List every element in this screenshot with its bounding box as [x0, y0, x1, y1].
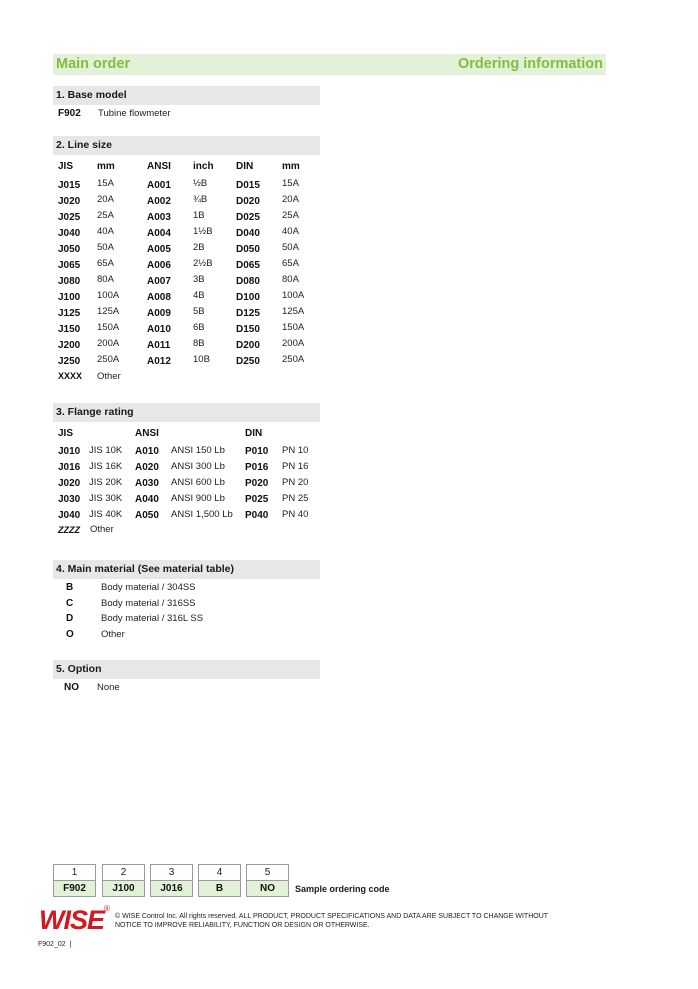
line-size-code: D250	[236, 356, 260, 367]
line-size-code: D050	[236, 244, 260, 255]
line-size-code: J250	[58, 356, 81, 367]
line-size-other-code: XXXX	[58, 371, 83, 381]
line-size-value: ½B	[193, 178, 208, 189]
line-size-code: D080	[236, 276, 260, 287]
line-size-code: D150	[236, 324, 260, 335]
flange-code: J030	[58, 494, 81, 505]
line-size-value: 25A	[282, 210, 299, 221]
base-model-code: F902	[58, 108, 81, 119]
flange-code: A050	[135, 510, 159, 521]
line-size-value: 100A	[282, 290, 305, 301]
section-title: 5. Option	[56, 663, 102, 675]
line-size-value: 250A	[282, 354, 305, 365]
line-size-value: 5B	[193, 306, 205, 317]
line-size-value: 200A	[97, 338, 120, 349]
line-size-code: D100	[236, 292, 260, 303]
flange-code: J020	[58, 478, 81, 489]
line-size-code: J020	[58, 196, 81, 207]
flange-value: PN 16	[282, 461, 309, 472]
sample-position-number: 1	[53, 864, 96, 881]
sample-position-number: 3	[150, 864, 193, 881]
page-subtitle: Ordering information	[458, 56, 603, 72]
material-code: O	[66, 629, 74, 640]
line-size-code: D125	[236, 308, 260, 319]
line-size-code: D040	[236, 228, 260, 239]
line-size-value: 15A	[97, 178, 114, 189]
line-size-code: D020	[236, 196, 260, 207]
section-title: 3. Flange rating	[56, 406, 134, 418]
flange-value: JIS 30K	[89, 493, 123, 504]
flange-header: DIN	[245, 428, 263, 439]
option-code: NO	[64, 682, 79, 693]
section-title: 2. Line size	[56, 139, 113, 151]
line-size-value: 1½B	[193, 226, 213, 237]
line-size-code: A007	[147, 276, 171, 287]
flange-code: J040	[58, 510, 81, 521]
flange-code: P025	[245, 494, 269, 505]
sample-position-number: 5	[246, 864, 289, 881]
flange-value: JIS 10K	[89, 445, 123, 456]
line-size-code: J200	[58, 340, 81, 351]
line-size-value: 40A	[97, 226, 114, 237]
flange-value: PN 20	[282, 477, 309, 488]
line-size-code: A010	[147, 324, 171, 335]
flange-code: P020	[245, 478, 269, 489]
line-size-code: D065	[236, 260, 260, 271]
flange-code: A030	[135, 478, 159, 489]
flange-code: P010	[245, 446, 269, 457]
line-size-header: mm	[97, 161, 115, 172]
line-size-code: A001	[147, 180, 171, 191]
line-size-header: JIS	[58, 161, 74, 172]
flange-value: PN 40	[282, 509, 309, 520]
line-size-code: J125	[58, 308, 81, 319]
line-size-value: 2B	[193, 242, 205, 253]
flange-value: PN 10	[282, 445, 309, 456]
line-size-value: 4B	[193, 290, 205, 301]
line-size-value: 50A	[282, 242, 299, 253]
flange-value: ANSI 600 Lb	[171, 477, 225, 488]
flange-other-label: Other	[90, 524, 114, 535]
flange-value: ANSI 1,500 Lb	[171, 509, 233, 520]
line-size-value: 2½B	[193, 258, 213, 269]
flange-value: PN 25	[282, 493, 309, 504]
line-size-header: DIN	[236, 161, 254, 172]
flange-code: A040	[135, 494, 159, 505]
line-size-value: 125A	[97, 306, 120, 317]
flange-value: JIS 40K	[89, 509, 123, 520]
flange-other-code: ZZZZ	[58, 525, 80, 535]
line-size-code: J080	[58, 276, 81, 287]
line-size-value: 80A	[282, 274, 299, 285]
line-size-value: ¾B	[193, 194, 208, 205]
page-code: F902_02 ❘	[38, 941, 74, 948]
copyright-notice	[115, 912, 595, 930]
line-size-code: D025	[236, 212, 260, 223]
line-size-code: J050	[58, 244, 81, 255]
line-size-header: inch	[193, 161, 214, 172]
line-size-header: mm	[282, 161, 300, 172]
copyright-line-2: NOTICE TO IMPROVE RELIABILITY, FUNCTION OR DESIGN OR OTHERWISE.	[115, 922, 370, 929]
line-size-code: J065	[58, 260, 81, 271]
line-size-value: 40A	[282, 226, 299, 237]
line-size-code: A004	[147, 228, 171, 239]
line-size-code: A003	[147, 212, 171, 223]
line-size-code: D015	[236, 180, 260, 191]
line-size-value: 15A	[282, 178, 299, 189]
line-size-code: A002	[147, 196, 171, 207]
line-size-code: A005	[147, 244, 171, 255]
line-size-code: A008	[147, 292, 171, 303]
flange-value: ANSI 150 Lb	[171, 445, 225, 456]
sample-code-value: F902	[53, 880, 96, 897]
sample-position-number: 4	[198, 864, 241, 881]
flange-header: JIS	[58, 428, 74, 439]
flange-header: ANSI	[135, 428, 159, 439]
line-size-other-label: Other	[97, 371, 121, 382]
material-desc: Body material / 316SS	[101, 598, 196, 609]
line-size-code: J040	[58, 228, 81, 239]
flange-value: ANSI 900 Lb	[171, 493, 225, 504]
material-code: B	[66, 582, 74, 593]
line-size-value: 200A	[282, 338, 305, 349]
section-flange-rating	[53, 403, 320, 422]
sample-code-value: B	[198, 880, 241, 897]
material-code: D	[66, 613, 74, 624]
material-code: C	[66, 598, 74, 609]
sample-code-value: J016	[150, 880, 193, 897]
line-size-header: ANSI	[147, 161, 171, 172]
line-size-code: A009	[147, 308, 171, 319]
section-option	[53, 660, 320, 679]
flange-value: JIS 16K	[89, 461, 123, 472]
line-size-code: J100	[58, 292, 81, 303]
line-size-value: 80A	[97, 274, 114, 285]
section-main-material	[53, 560, 320, 579]
flange-value: ANSI 300 Lb	[171, 461, 225, 472]
line-size-code: A006	[147, 260, 171, 271]
option-desc: None	[97, 682, 120, 693]
line-size-code: A012	[147, 356, 171, 367]
base-model-desc: Tubine flowmeter	[98, 108, 171, 119]
line-size-value: 3B	[193, 274, 205, 285]
registered-mark: ®	[104, 904, 110, 913]
line-size-value: 20A	[282, 194, 299, 205]
flange-code: A010	[135, 446, 159, 457]
copyright-line-1: © WISE Control Inc. All rights reserved. ALL PRODUCT, PRODUCT SPECIFICATIONS AND DATA ARE SUBJECT TO CHANGE WITHOUT	[115, 913, 549, 920]
flange-code: P016	[245, 462, 269, 473]
line-size-value: 65A	[97, 258, 114, 269]
line-size-code: D200	[236, 340, 260, 351]
line-size-value: 125A	[282, 306, 305, 317]
line-size-value: 150A	[282, 322, 305, 333]
section-title: 1. Base model	[56, 89, 127, 101]
line-size-value: 25A	[97, 210, 114, 221]
sample-code-value: J100	[102, 880, 145, 897]
line-size-code: J025	[58, 212, 81, 223]
line-size-value: 8B	[193, 338, 205, 349]
line-size-value: 20A	[97, 194, 114, 205]
line-size-code: J150	[58, 324, 81, 335]
page-title: Main order	[56, 56, 131, 72]
header-bar	[53, 54, 606, 75]
flange-code: P040	[245, 510, 269, 521]
line-size-value: 250A	[97, 354, 120, 365]
material-desc: Other	[101, 629, 125, 640]
flange-code: J010	[58, 446, 81, 457]
flange-value: JIS 20K	[89, 477, 123, 488]
material-desc: Body material / 316L SS	[101, 613, 204, 624]
wise-logo	[38, 905, 110, 933]
section-base-model	[53, 86, 320, 105]
line-size-value: 65A	[282, 258, 299, 269]
sample-position-number: 2	[102, 864, 145, 881]
line-size-value: 6B	[193, 322, 205, 333]
flange-code: A020	[135, 462, 159, 473]
section-line-size	[53, 136, 320, 155]
line-size-value: 150A	[97, 322, 120, 333]
sample-ordering-label: Sample ordering code	[295, 884, 390, 894]
line-size-code: A011	[147, 340, 171, 351]
line-size-value: 1B	[193, 210, 205, 221]
logo-text: WISE	[39, 905, 105, 933]
sample-code-value: NO	[246, 880, 289, 897]
section-title: 4. Main material (See material table)	[56, 563, 234, 575]
material-desc: Body material / 304SS	[101, 582, 196, 593]
line-size-value: 100A	[97, 290, 120, 301]
line-size-value: 10B	[193, 354, 210, 365]
flange-code: J016	[58, 462, 81, 473]
line-size-value: 50A	[97, 242, 114, 253]
line-size-code: J015	[58, 180, 81, 191]
